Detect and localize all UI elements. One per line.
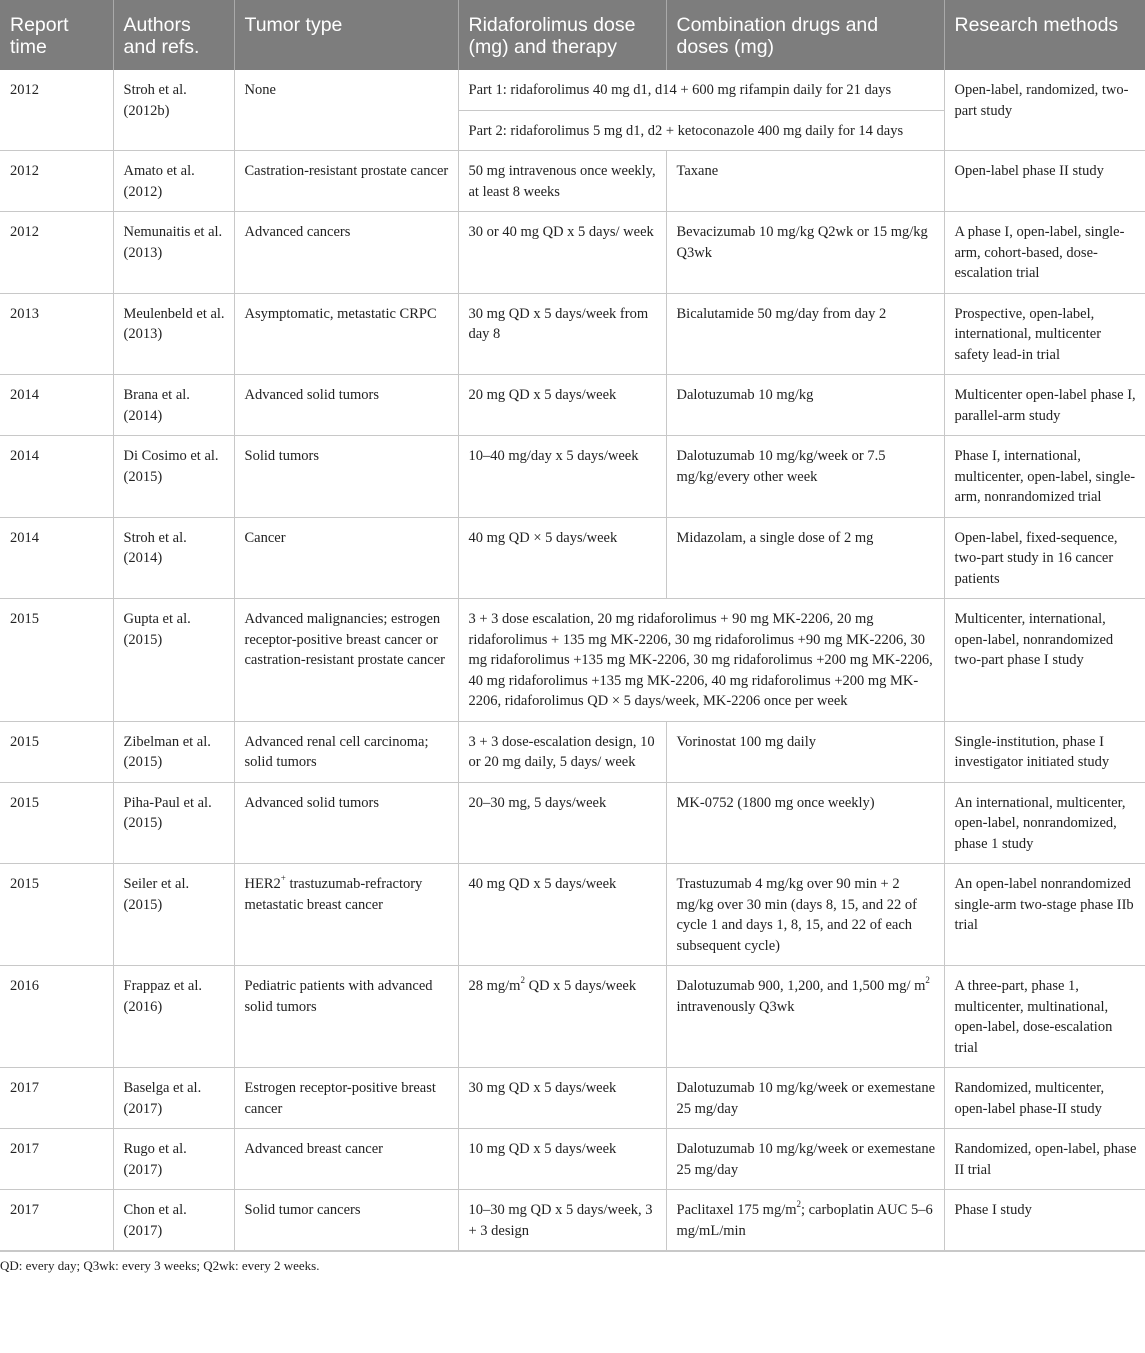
cell-year: 2014: [0, 517, 113, 599]
cell-year: 2012: [0, 151, 113, 212]
cell-combination: Dalotuzumab 10 mg/kg/week or exemestane 25 mg/day: [666, 1129, 944, 1190]
cell-methods: Phase I, international, multicenter, open-label, single-arm, nonrandomized trial: [944, 436, 1145, 518]
cell-authors: Nemunaitis et al. (2013): [113, 212, 234, 294]
table-row: [0, 151, 1145, 212]
cell-authors: Amato et al. (2012): [113, 151, 234, 212]
cell-methods: A phase I, open-label, single-arm, cohort-based, dose-escalation trial: [944, 212, 1145, 294]
table-row: [0, 375, 1145, 436]
combo-text: Dalotuzumab 900, 1,200, and 1,500 mg/ m: [676, 978, 926, 994]
cell-combination: Taxane: [666, 151, 944, 212]
header-combination-drugs: Combination drugs and doses (mg): [666, 0, 944, 70]
header-authors: Authors and refs.: [113, 0, 234, 70]
cell-methods: Single-institution, phase I investigator initiated study: [944, 721, 1145, 782]
cell-combination: Bevacizumab 10 mg/kg Q2wk or 15 mg/kg Q3wk: [666, 212, 944, 294]
cell-dose: 20 mg QD x 5 days/week: [458, 375, 666, 436]
cell-authors: Chon et al. (2017): [113, 1190, 234, 1251]
combo-text: intravenously Q3wk: [676, 998, 795, 1015]
tumor-text: HER2: [244, 876, 281, 892]
cell-year: 2012: [0, 212, 113, 294]
cell-combination: Bicalutamide 50 mg/day from day 2: [666, 293, 944, 375]
cell-authors: Stroh et al. (2014): [113, 517, 234, 599]
cell-year: 2017: [0, 1190, 113, 1251]
table-row: [0, 599, 1145, 722]
cell-tumor-type: Advanced malignancies; estrogen receptor-positive breast cancer or castration-resistant prostate cancer: [234, 599, 458, 722]
cell-tumor-type: None: [234, 70, 458, 151]
header-report-time: Report time: [0, 0, 113, 70]
cell-tumor-type: Advanced breast cancer: [234, 1129, 458, 1190]
cell-methods: Randomized, multicenter, open-label phase-II study: [944, 1068, 1145, 1129]
cell-authors: Seiler et al. (2015): [113, 864, 234, 966]
cell-year: 2015: [0, 599, 113, 722]
cell-authors: Frappaz et al. (2016): [113, 966, 234, 1068]
cell-methods: Multicenter, international, open-label, nonrandomized two-part phase I study: [944, 599, 1145, 722]
table-row: [0, 1129, 1145, 1190]
cell-dose: 50 mg intravenous once weekly, at least 8 weeks: [458, 151, 666, 212]
cell-part-2-regimen: Part 2: ridaforolimus 5 mg d1, d2 + ketoconazole 400 mg daily for 14 days: [458, 110, 944, 151]
cell-combination: Dalotuzumab 10 mg/kg: [666, 375, 944, 436]
table-row: [0, 864, 1145, 966]
table-row: [0, 782, 1145, 864]
cell-dose: [458, 966, 666, 1068]
cell-dose: 10–40 mg/day x 5 days/week: [458, 436, 666, 518]
cell-tumor-type: Estrogen receptor-positive breast cancer: [234, 1068, 458, 1129]
table-row: [0, 436, 1145, 518]
cell-methods: Randomized, open-label, phase II trial: [944, 1129, 1145, 1190]
table-header-row: [0, 0, 1145, 70]
cell-year: 2017: [0, 1129, 113, 1190]
cell-year: 2012: [0, 70, 113, 151]
cell-combination: Vorinostat 100 mg daily: [666, 721, 944, 782]
cell-year: 2014: [0, 436, 113, 518]
dose-text: QD x 5 days/week: [524, 978, 637, 994]
superscript-2: 2: [925, 975, 930, 986]
cell-authors: Rugo et al. (2017): [113, 1129, 234, 1190]
table-row: [0, 517, 1145, 599]
superscript-plus: +: [280, 873, 286, 884]
cell-methods: Phase I study: [944, 1190, 1145, 1251]
cell-authors: Zibelman et al. (2015): [113, 721, 234, 782]
cell-combination: Dalotuzumab 10 mg/kg/week or 7.5 mg/kg/every other week: [666, 436, 944, 518]
cell-authors: Piha-Paul et al. (2015): [113, 782, 234, 864]
header-ridaforolimus-dose: Ridaforolimus dose (mg) and therapy: [458, 0, 666, 70]
cell-combination: Trastuzumab 4 mg/kg over 90 min + 2 mg/kg over 30 min (days 8, 15, and 22 of cycle 1 and days 1, 8, 15, and 22 of each subsequent cycle): [666, 864, 944, 966]
table-row: [0, 293, 1145, 375]
cell-dose: 3 + 3 dose-escalation design, 10 or 20 mg daily, 5 days/ week: [458, 721, 666, 782]
table-row: [0, 721, 1145, 782]
cell-methods: A three-part, phase 1, multicenter, multinational, open-label, dose-escalation trial: [944, 966, 1145, 1068]
cell-methods: Open-label, randomized, two-part study: [944, 70, 1145, 151]
table-row: [0, 70, 1145, 110]
cell-tumor-type: Advanced solid tumors: [234, 375, 458, 436]
table-row: [0, 1190, 1145, 1251]
combo-text: ; carboplatin AUC 5–6 mg/mL/min: [676, 1202, 933, 1239]
cell-tumor-type: Solid tumors: [234, 436, 458, 518]
cell-year: 2014: [0, 375, 113, 436]
cell-combination: [666, 1190, 944, 1251]
cell-methods: Prospective, open-label, international, multicenter safety lead-in trial: [944, 293, 1145, 375]
cell-dose: 30 mg QD x 5 days/week: [458, 1068, 666, 1129]
cell-authors: Meulenbeld et al. (2013): [113, 293, 234, 375]
cell-dose: 40 mg QD × 5 days/week: [458, 517, 666, 599]
cell-authors: Di Cosimo et al. (2015): [113, 436, 234, 518]
superscript-2: 2: [796, 1199, 802, 1210]
cell-authors: Baselga et al. (2017): [113, 1068, 234, 1129]
cell-part-1-regimen: Part 1: ridaforolimus 40 mg d1, d14 + 600 mg rifampin daily for 21 days: [458, 70, 944, 110]
cell-tumor-type: Advanced solid tumors: [234, 782, 458, 864]
cell-year: 2013: [0, 293, 113, 375]
cell-combination: MK-0752 (1800 mg once weekly): [666, 782, 944, 864]
cell-tumor-type: Castration-resistant prostate cancer: [234, 151, 458, 212]
cell-authors: Gupta et al. (2015): [113, 599, 234, 722]
table-row: [0, 966, 1145, 1068]
cell-methods: Open-label phase II study: [944, 151, 1145, 212]
cell-authors: Stroh et al. (2012b): [113, 70, 234, 151]
cell-tumor-type: [234, 864, 458, 966]
cell-methods: Multicenter open-label phase I, parallel-arm study: [944, 375, 1145, 436]
header-research-methods: Research methods: [944, 0, 1145, 70]
cell-dose: 40 mg QD x 5 days/week: [458, 864, 666, 966]
cell-tumor-type: Cancer: [234, 517, 458, 599]
superscript-2: 2: [520, 975, 525, 986]
combo-text: Paclitaxel 175 mg/m: [676, 1202, 797, 1218]
cell-dose: 10 mg QD x 5 days/week: [458, 1129, 666, 1190]
cell-year: 2016: [0, 966, 113, 1068]
cell-methods: An open-label nonrandomized single-arm two-stage phase IIb trial: [944, 864, 1145, 966]
cell-year: 2015: [0, 782, 113, 864]
cell-tumor-type: Advanced renal cell carcinoma; solid tumors: [234, 721, 458, 782]
cell-methods: Open-label, fixed-sequence, two-part study in 16 cancer patients: [944, 517, 1145, 599]
cell-dose: 30 mg QD x 5 days/week from day 8: [458, 293, 666, 375]
cell-dose: 30 or 40 mg QD x 5 days/ week: [458, 212, 666, 294]
cell-dose: 10–30 mg QD x 5 days/week, 3 + 3 design: [458, 1190, 666, 1251]
tumor-text: trastuzumab-refractory metastatic breast cancer: [244, 876, 423, 913]
cell-combination: Dalotuzumab 10 mg/kg/week or exemestane 25 mg/day: [666, 1068, 944, 1129]
table-footnote: QD: every day; Q3wk: every 3 weeks; Q2wk: every 2 weeks.: [0, 1251, 1145, 1275]
cell-dose-and-combination: 3 + 3 dose escalation, 20 mg ridaforolimus + 90 mg MK-2206, 20 mg ridaforolimus + 135 mg MK-2206, 30 mg ridaforolimus +90 mg MK-2206, 30 mg ridaforolimus +135 mg MK-2206, 30 mg ridaforolimus +200 mg MK-2206, 40 mg ridaforolimus +135 mg MK-2206, 40 mg ridaforolimus +200 mg MK-2206, ridaforolimus QD × 5 days/week, MK-2206 once per week: [458, 599, 944, 722]
dose-text: 28 mg/m: [468, 978, 521, 994]
cell-year: 2015: [0, 864, 113, 966]
cell-tumor-type: Asymptomatic, metastatic CRPC: [234, 293, 458, 375]
cell-combination: Midazolam, a single dose of 2 mg: [666, 517, 944, 599]
header-tumor-type: Tumor type: [234, 0, 458, 70]
table-row: [0, 212, 1145, 294]
cell-combination: [666, 966, 944, 1068]
cell-tumor-type: Pediatric patients with advanced solid tumors: [234, 966, 458, 1068]
cell-methods: An international, multicenter, open-label, nonrandomized, phase 1 study: [944, 782, 1145, 864]
table-row: [0, 1068, 1145, 1129]
cell-year: 2017: [0, 1068, 113, 1129]
cell-authors: Brana et al. (2014): [113, 375, 234, 436]
cell-tumor-type: Solid tumor cancers: [234, 1190, 458, 1251]
cell-dose: 20–30 mg, 5 days/week: [458, 782, 666, 864]
cell-tumor-type: Advanced cancers: [234, 212, 458, 294]
cell-year: 2015: [0, 721, 113, 782]
